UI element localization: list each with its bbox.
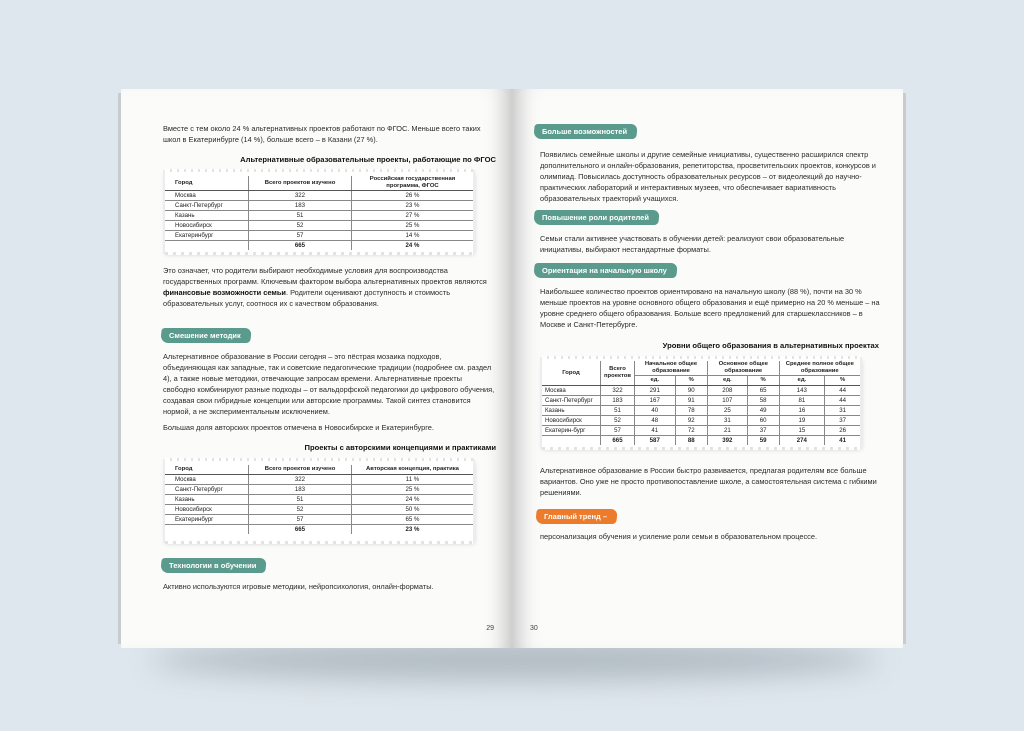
table-row [165,191,473,201]
table-row [542,386,860,396]
table2-body [165,475,473,535]
table-total-cell: 41 [825,436,860,446]
table-cell: Санкт-Петербург [165,485,249,495]
table-cell: 57 [249,231,352,241]
table-cell: 44 [825,396,860,406]
table-cell: 52 [249,505,352,515]
badge-more-opportunities [533,124,638,139]
table-row [542,396,860,406]
table-total-row [165,525,473,535]
table1-body [165,191,473,251]
table-cell: Новосибирск [165,505,249,515]
table3-subheader: % [825,376,860,386]
table-cell: 72 [675,426,708,436]
table-cell: 37 [747,426,779,436]
table-cell: 26 [825,426,860,436]
badge-technology [160,558,267,573]
table3-subheader: ед. [779,376,825,386]
table-cell: 23 % [352,201,474,211]
table-cell: 92 [675,416,708,426]
table-cell: 25 [708,406,748,416]
table-cell: Новосибирск [542,416,601,426]
table-total-cell: 274 [779,436,825,446]
left-intro-paragraph: Вместе с тем около 24 % альтернативных проектов работают по ФГОС. Меньше всего таких школ в Екатеринбурге (14 %), больше всего – в Казани (27 %). [163,124,481,144]
table-total-cell [165,241,249,251]
table-row [542,406,860,416]
badge-primary-school [533,263,677,278]
table-row [165,475,473,485]
open-brochure [121,89,903,648]
para2-bold: финансовые возможности семьи [163,288,286,297]
table3-header-basic: Основное общее образование [708,361,780,376]
table-cell: 19 [779,416,825,426]
table-cell: Казань [165,211,249,221]
table-cell: 183 [249,485,352,495]
table-cell: 50 % [352,505,474,515]
table-total-cell [542,436,601,446]
badge-more-label: Больше возможностей [542,127,628,136]
table-cell: 51 [249,211,352,221]
table-cell: Екатеринбург [165,231,249,241]
table-total-cell: 665 [249,241,352,251]
table-total-cell: 665 [601,436,635,446]
table1-header-city: Город [165,176,249,191]
table-cell: 107 [708,396,748,406]
table-cell: 24 % [352,495,474,505]
table-cell: 65 % [352,515,474,525]
table-cell: Казань [165,495,249,505]
levels-table [542,361,860,445]
left-page [121,89,512,648]
table-cell: 15 [779,426,825,436]
table-cell: 183 [601,396,635,406]
left-para-author: Большая доля авторских проектов отмечена в Новосибирске и Екатеринбурге. [163,423,434,432]
table1-card [165,172,473,252]
para2-text-b: . Родители оценивают доступность и стоимость образовательных услуг, соотнося их с качеством образования. [163,288,451,308]
table3-header-city: Город [542,361,601,386]
table-cell: Москва [165,191,249,201]
table-cell: 51 [249,495,352,505]
table-cell: 27 % [352,211,474,221]
badge-primary-label: Ориентация на начальную школу [542,266,667,275]
table-cell: 57 [249,515,352,525]
table-cell: 21 [708,426,748,436]
author-table [165,465,473,534]
table-cell: 143 [779,386,825,396]
left-para-parents [163,265,495,309]
table-row [165,231,473,241]
badge-trend-label: Главный тренд – [544,512,608,521]
fgos-table [165,176,473,250]
page-number-left: 29 [486,625,494,632]
table-cell: Санкт-Петербург [165,201,249,211]
table-row [165,505,473,515]
table3-body [542,386,860,446]
table-cell: 49 [747,406,779,416]
table2-card [165,461,473,541]
table-row [542,426,860,436]
table-cell: 78 [675,406,708,416]
table-cell: Москва [542,386,601,396]
right-page [512,89,903,648]
table3-subheader: ед. [635,376,676,386]
table-total-cell: 59 [747,436,779,446]
table-cell: 40 [635,406,676,416]
left-para-mixing: Альтернативное образование в России сегодня – это пёстрая мозаика подходов, объединяющая как западные, так и советские педагогические традиции (подробнее см. раздел 4), а также новые методики, отвечающие запросам времени. Альтернативные проекты свободно комбинируют разные подходы – от вальдорфской педагогики до цифрового обучения, создавая свои гибридные концепции или авторские программы. Такой синтез становится нормой, а не экспериментальным исключением. [163,352,495,416]
table-cell: 37 [825,416,860,426]
right-para-trend: персонализация обучения и усиление роли семьи в образовательном процессе. [540,532,818,541]
table-cell: 322 [601,386,635,396]
table-cell: Москва [165,475,249,485]
table-cell: 44 [825,386,860,396]
badge-technology-label: Технологии в обучении [169,561,257,570]
table-total-cell: 24 % [352,241,474,251]
table-total-row [165,241,473,251]
badge-main-trend [535,509,618,524]
right-para-parents: Семьи стали активнее участвовать в обучении детей: реализуют свои образовательные инициативы, выбирают нестандартные форматы. [540,234,845,254]
table-cell: 51 [601,406,635,416]
right-para-development: Альтернативное образование в России быстро развивается, предлагая родителям все больше вариантов. Оно уже не просто противопоставление школе, а самостоятельная система с гибкими решениями. [540,466,877,497]
table-total-cell: 88 [675,436,708,446]
table3-subheader: ед. [708,376,748,386]
badge-parents-role [533,210,660,225]
table-cell: 25 % [352,485,474,495]
table-cell: 291 [635,386,676,396]
table-cell: 31 [708,416,748,426]
table-row [165,201,473,211]
right-para-opportunities: Появились семейные школы и другие семейные инициативы, существенно расширился спектр дополнительного и онлайн-образования, репетиторства, просветительских проектов, конкурсов и олимпиад. Повысилась доступность образовательных ресурсов – от видеолекций до научно-практических лабораторий и интерактивных музеев, что обеспечивает вариативность образовательных траекторий учащихся. [540,150,876,203]
table-cell: 91 [675,396,708,406]
table3-header-primary: Начальное общее образование [635,361,708,376]
para2-text-a: Это означает, что родители выбирают необходимые условия для воспроизводства государственных программ. Ключевым фактором выбора альтернативных проектов являются [163,266,487,286]
table-total-cell: 587 [635,436,676,446]
table-cell: 81 [779,396,825,406]
table-cell: 52 [249,221,352,231]
table-cell: Екатерин-бург [542,426,601,436]
table-cell: 31 [825,406,860,416]
table-total-cell [165,525,249,535]
table-cell: 208 [708,386,748,396]
table3-title: Уровни общего образования в альтернативных проектах [662,341,879,350]
table-cell: Новосибирск [165,221,249,231]
table-cell: 167 [635,396,676,406]
table1-title: Альтернативные образовательные проекты, работающие по ФГОС [240,155,496,164]
right-para-primary: Наибольшее количество проектов ориентировано на начальную школу (88 %), почти на 30 % меньше проектов на уровне основного общего образования и ещё примерно на 20 % меньше – на уровне среднего общего образования. Больше всего предложений для старшеклассников – в Москве и Санкт-Петербурге. [540,287,880,329]
table-cell: 322 [249,475,352,485]
table-cell: Санкт-Петербург [542,396,601,406]
table-cell: 16 [779,406,825,416]
table-total-cell: 665 [249,525,352,535]
table3-header-secondary: Среднее полное общее образование [779,361,860,376]
table-row [542,416,860,426]
table-cell: 41 [635,426,676,436]
page-number-right: 30 [530,625,538,632]
table-row [165,485,473,495]
table-total-cell: 23 % [352,525,474,535]
table3-card [542,359,860,447]
table-row [165,495,473,505]
table3-header-total: Всего проектов [601,361,635,386]
table-cell: Казань [542,406,601,416]
table3-subheader: % [675,376,708,386]
table-total-row [542,436,860,446]
table-cell: 58 [747,396,779,406]
table-total-cell: 392 [708,436,748,446]
table3-subheader: % [747,376,779,386]
table-cell: 52 [601,416,635,426]
table-cell: 90 [675,386,708,396]
table2-title: Проекты с авторскими концепциями и практиками [304,443,496,452]
table-row [165,221,473,231]
badge-mixing-methods [160,328,251,343]
table-cell: 11 % [352,475,474,485]
table-cell: 183 [249,201,352,211]
table-cell: 25 % [352,221,474,231]
table-cell: 26 % [352,191,474,201]
badge-parents-label: Повышение роли родителей [542,213,649,222]
table-row [165,515,473,525]
table1-header-total: Всего проектов изучено [249,176,352,191]
table-cell: 322 [249,191,352,201]
table2-header-city: Город [165,465,249,475]
badge-mixing-label: Смешение методик [169,331,241,340]
table-cell: 57 [601,426,635,436]
left-para-technology: Активно используются игровые методики, нейропсихология, онлайн-форматы. [163,582,434,591]
table-cell: 60 [747,416,779,426]
table1-header-fgos: Российская государственная программа, ФГОС [352,176,474,191]
table2-header-author: Авторская концепция, практика [352,465,474,475]
table-cell: Екатеринбург [165,515,249,525]
table-cell: 14 % [352,231,474,241]
table2-header-total: Всего проектов изучено [249,465,352,475]
table-row [165,211,473,221]
table-cell: 65 [747,386,779,396]
table-cell: 48 [635,416,676,426]
